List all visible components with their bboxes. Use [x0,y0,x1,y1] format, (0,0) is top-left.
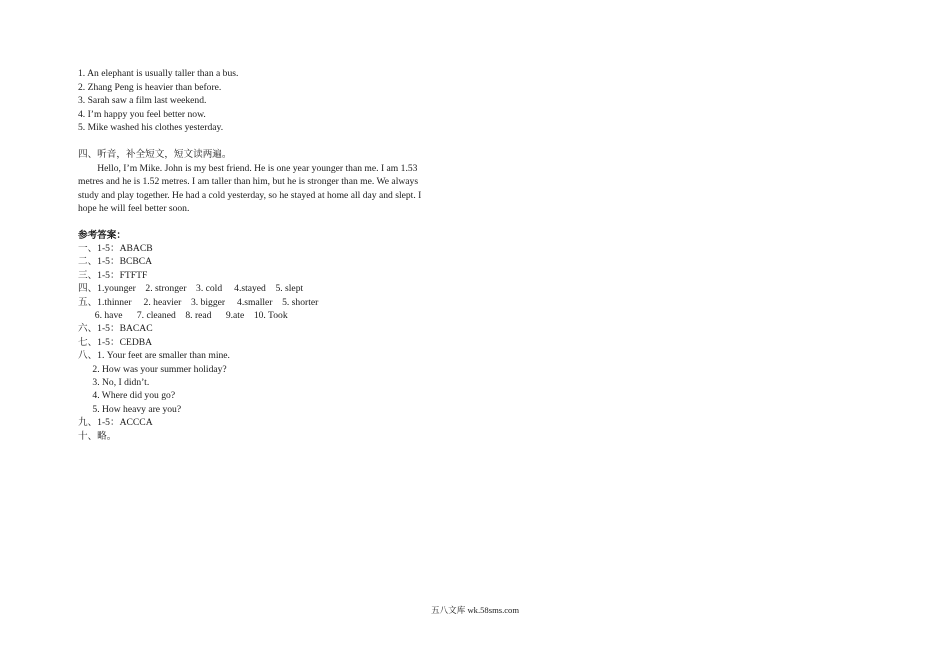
answer-line: 七、1-5：CEDBA [78,337,153,348]
answer-line: 八、1. Your feet are smaller than mine. [78,350,230,361]
answer-line: 五、1.thinner 2. heavier 3. bigger 4.smaller 5. shorter [78,297,319,308]
passage-line: hope he will feel better soon. [78,203,190,214]
answer-line: 一、1-5：ABACB [78,243,153,254]
sentence-2: 2. Zhang Peng is heavier than before. [78,82,222,93]
sentence-5: 5. Mike washed his clothes yesterday. [78,122,224,133]
sentence-3: 3. Sarah saw a film last weekend. [78,95,207,106]
passage-line: study and play together. He had a cold yesterday, so he stayed at home all day and slept. I [78,190,422,201]
page-footer: 五八文库 wk.58sms.com [430,605,520,615]
answer-line: 3. No, I didn’t. [78,377,150,388]
passage-line: metres and he is 1.52 metres. I am taller than him, but he is stronger than me. We always [78,176,419,187]
passage-line: Hello, I’m Mike. John is my best friend. He is one year younger than me. I am 1.53 [78,163,418,174]
answers-heading: 参考答案： [78,230,126,241]
section4-heading: 四、听音，补全短文，短文读两遍。 [78,149,232,160]
answer-line: 三、1-5：FTFTF [78,270,148,281]
answer-line: 2. How was your summer holiday? [78,364,227,375]
answer-line: 四、1.younger 2. stronger 3. cold 4.stayed 5. slept [78,283,304,294]
answer-line: 5. How heavy are you? [78,404,182,415]
sentence-1: 1. An elephant is usually taller than a bus. [78,68,239,79]
answer-line: 六、1-5：BACAC [78,323,153,334]
answer-line: 十、略。 [78,431,117,442]
sentence-4: 4. I’m happy you feel better now. [78,109,206,120]
answer-line: 6. have 7. cleaned 8. read 9.ate 10. Took [78,310,288,321]
answer-line: 4. Where did you go? [78,390,176,401]
answer-line: 二、1-5：BCBCA [78,256,153,267]
answer-line: 九、1-5：ACCCA [78,417,153,428]
